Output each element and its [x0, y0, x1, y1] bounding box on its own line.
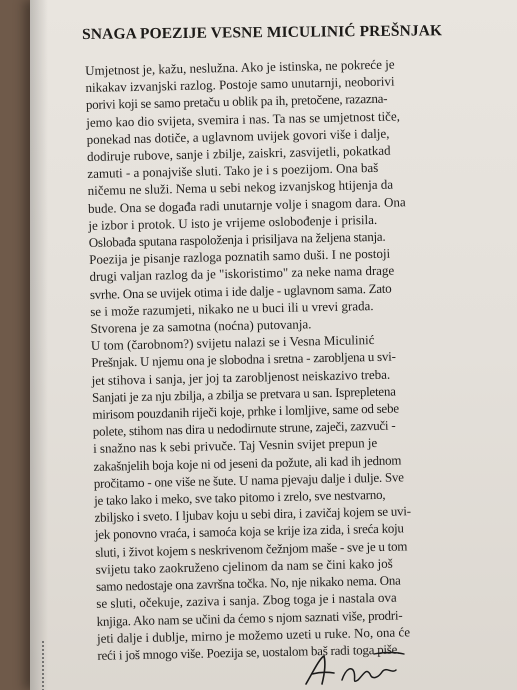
book-page [30, 0, 517, 690]
text-line: je izbor i protok. U isto je vrijeme oslobođenje i prisila. [88, 211, 378, 233]
text-line: jek ponovno vraća, i samoća koja se krije iza zida, i sreća koju [94, 520, 404, 543]
text-line: Sanjati je za nju zbilja, a zbilja se pretvara u san. Isprepletena [91, 383, 396, 405]
text-line: pročitamo - one više ne šute. U nama pjevaju dalje i dulje. Sve [93, 469, 404, 491]
text-line: samo nedostaje ona završna točka. No, nje nikako nema. Ona [95, 572, 401, 594]
text-line: nikakav izvanjski razlog. Postoje samo unutarnji, neoborivi [85, 73, 395, 96]
text-line: zamuti - a ponajviše sluti. Tako je i s poezijom. Ona baš [87, 160, 379, 182]
text-line: jeti dalje i dublje, mirno je možemo uzeti u ruke. No, ona će [96, 624, 411, 646]
text-line: bude. Ona se događa radi unutarnje volje i snagom dara. Ona [87, 193, 406, 216]
text-line: Stvorena je za samotna (noćna) putovanja. [90, 316, 312, 336]
text-line: porivi koji se samo pretaču u oblik pa ih, pretočene, razazna- [85, 91, 388, 113]
text-line: reći i još mnogo više. Poezija se, uostalom baš radi toga piše. [97, 641, 401, 663]
dotted-rule [42, 640, 44, 690]
text-line: U tom (čarobnom?) svijetu nalazi se i Vesna Miculinić [90, 332, 375, 354]
text-line: polete, stihom nas dira u nedodirnute strune, zaječi, zazvuči - [92, 417, 396, 440]
essay-body [85, 54, 458, 664]
text-line: Oslobađa sputana raspoloženja i prisiljava na željena stanja. [88, 228, 386, 250]
text-line: drugi valjan razlog da je "iskoristimo" za neke nama drage [89, 263, 395, 285]
text-line: se i može razumjeti, nikako ne u buci ili u vrevi grada. [90, 297, 374, 319]
handwritten-signature [300, 650, 420, 690]
text-line: knjiga. Ako nam se učini da ćemo s njom saznati više, prodri- [96, 606, 403, 629]
text-line: i snažno nas k sebi privuče. Taj Vesnin svijet prepun je [92, 435, 378, 457]
page-title: SNAGA POEZIJE VESNE MICULINIĆ PREŠNJAK [82, 22, 443, 43]
text-line: zbiljsko i sveto. I ljubav koju u sebi dira, i zavičaj kojem se uvi- [94, 503, 411, 526]
text-line: svrhe. Ona se uvijek otima i ide dalje - uglavnom sama. Zato [89, 280, 392, 302]
text-line: Umjetnost je, kažu, neslužna. Ako je istinska, ne pokreće je [85, 56, 395, 78]
text-line: mirisom pouzdanih riječi koje, prhke i lomljive, same od sebe [92, 400, 399, 422]
text-line: jemo kao dio svijeta, svemira i nas. Ta nas se umjetnost tiče, [86, 108, 401, 130]
text-line: ničemu ne služi. Nema u sebi nekog izvanjskog htijenja da [87, 176, 394, 199]
text-line: se sluti, očekuje, zaziva i sanja. Zbog toga je i nastala ova [96, 589, 397, 612]
text-line: jet stihova i sanja, jer joj ta zarobljenost neiskazivo treba. [91, 366, 391, 388]
text-line: svijetu tako zaokruženo cjelinom da nam se čini kako još [95, 555, 393, 577]
gutter-shadow [30, 0, 48, 690]
text-line: dodiruje rubove, sanje i zbilje, zaiskri, zasvijetli, pokatkad [86, 142, 391, 164]
text-line: Poezija je pisanje razloga poznatih samo duši. I ne postoji [88, 245, 391, 268]
text-line: je tako lako i meko, sve tako pitomo i zrelo, sve nestvarno, [94, 486, 386, 508]
text-line: zakašnjelih boja koje ni od jeseni da požute, ali kad ih jednom [93, 452, 402, 474]
text-line: ponekad nas dotiče, a uglavnom uvijek govori više i dalje, [86, 125, 390, 147]
text-line: Prešnjak. U njemu ona je slobodna i sretna - zarobljena u svi- [91, 349, 396, 371]
text-line: sluti, i život kojem s neskrivenom čežnjom maše - sve je u tom [95, 538, 408, 560]
